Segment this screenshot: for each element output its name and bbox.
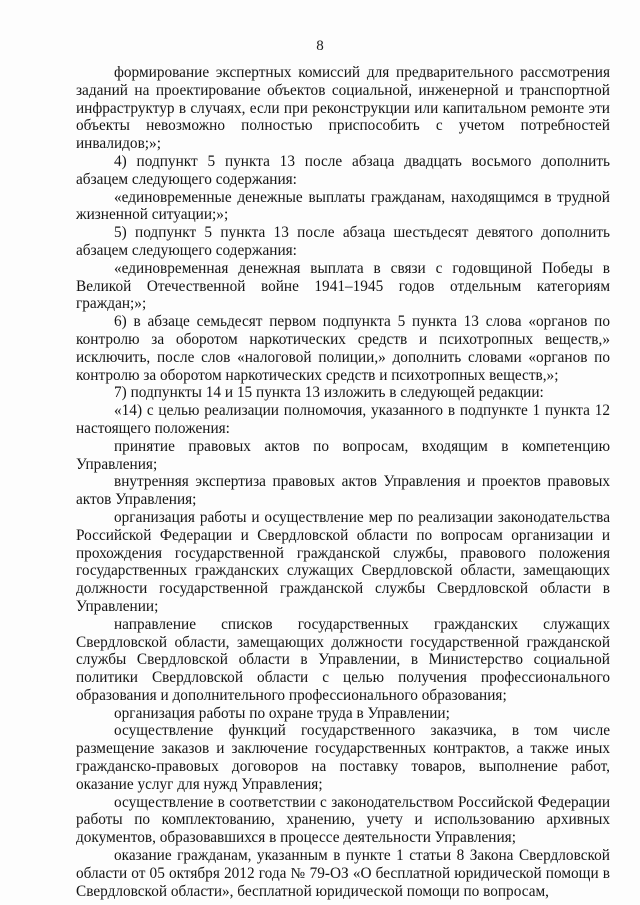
paragraph: организация работы по охране труда в Управлении; [114,704,450,722]
paragraph: осуществление в соответствии с законодательством Российской Федерации работы по комплектованию, хранению, учету и использованию архивных документов, образовавшихся в процессе деятельности Управления; [76,793,610,847]
paragraph: 7) подпункты 14 и 15 пункта 13 изложить в следующей редакции: [114,384,544,402]
paragraph: «единовременная денежная выплата в связи с годовщиной Победы в Великой Отечественной войне 1941–1945 годов отдельным категориям граждан;»; [76,259,610,313]
paragraph: организация работы и осуществление мер по реализации законодательства Российской Федерации и Свердловской области по вопросам организации и прохождения государственной гражданской службы, правового положения государственных гражданских служащих Свердловской области, замещающих должности государственной гражданской службы Свердловской области в Управлении; [76,508,610,615]
paragraph: осуществление функций государственного заказчика, в том числе размещение заказов и заключение государственных контрактов, а также иных гражданско-правовых договоров на поставку товаров, выполнение работ, оказание услуг для нужд Управления; [76,722,610,793]
paragraph: 6) в абзаце семьдесят первом подпункта 5 пункта 13 слова «органов по контролю за оборотом наркотических средств и психотропных веществ,» исключить, после слов «налоговой полиции,» дополнить словами «органов по контролю за оборотом наркотических средств и психотропных веществ,»; [76,313,610,384]
document-body [76,64,610,900]
paragraph: «14) с целью реализации полномочия, указанного в подпункте 1 пункта 12 настоящего положения: [76,402,610,437]
paragraph: 5) подпункт 5 пункта 13 после абзаца шестьдесят девятого дополнить абзацем следующего содержания: [76,224,610,259]
paragraph: принятие правовых актов по вопросам, входящим в компетенцию Управления; [76,437,610,473]
paragraph: направление списков государственных гражданских служащих Свердловской области, замещающих должности государственной гражданской службы Свердловской области в Управлении, в Министерство социальной политики Свердловской области с целью получения профессионального образования и дополнительного профессионального образования; [76,615,610,704]
paragraph: «единовременные денежные выплаты гражданам, находящимся в трудной жизненной ситуации;»; [76,188,610,224]
paragraph: внутренняя экспертиза правовых актов Управления и проектов правовых актов Управления; [76,473,610,509]
page-number: 8 [316,38,324,54]
paragraph: 4) подпункт 5 пункта 13 после абзаца двадцать восьмого дополнить абзацем следующего содержания: [76,152,610,188]
paragraph: формирование экспертных комиссий для предварительного рассмотрения заданий на проектирование объектов социальной, инженерной и транспортной инфраструктур в случаях, если при реконструкции или капитальном ремонте эти объекты невозможно полностью приспособить с учетом потребностей инвалидов;»; [76,64,610,153]
paragraph: оказание гражданам, указанным в пункте 1 статьи 8 Закона Свердловской области от 05 октября 2012 года № 79-ОЗ «О бесплатной юридической помощи в Свердловской области», бесплатной юридической помощи по вопросам, [76,847,610,900]
